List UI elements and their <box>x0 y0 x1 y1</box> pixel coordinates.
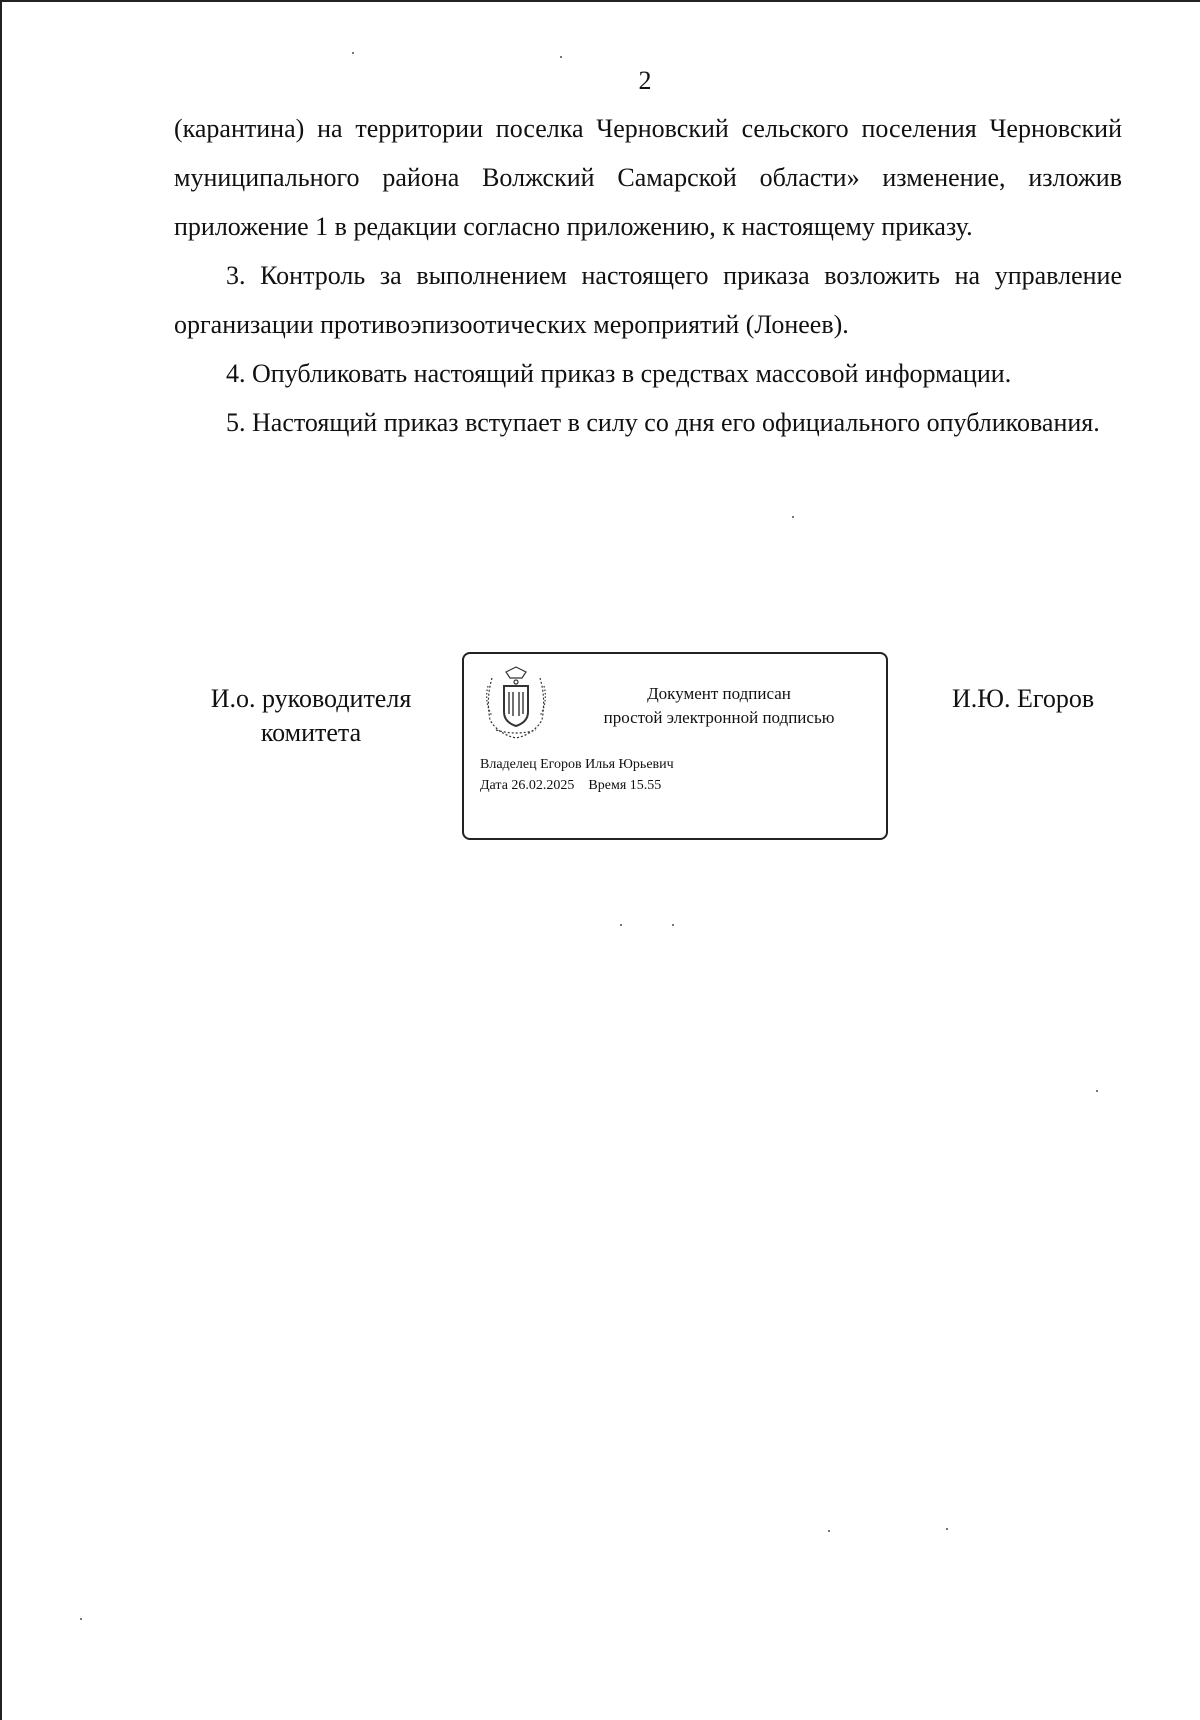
stamp-details <box>480 754 674 796</box>
stamp-date: Дата 26.02.2025 <box>480 778 575 793</box>
signer-role-line-1: И.о. руководителя <box>210 684 412 713</box>
stamp-title <box>560 682 878 730</box>
document-body <box>174 104 1122 447</box>
scan-speck <box>946 1528 948 1530</box>
stamp-owner: Владелец Егоров Илья Юрьевич <box>480 757 674 772</box>
scan-speck <box>352 52 354 54</box>
paragraph-item-3: 3. Контроль за выполнением настоящего приказа возложить на управление организации противоэпизоотических мероприятий (Лонеев). <box>174 261 1122 339</box>
scan-speck <box>828 1530 830 1532</box>
scan-speck <box>620 924 622 926</box>
scan-speck <box>792 516 794 518</box>
scan-speck <box>560 56 562 58</box>
paragraph-item-5: 5. Настоящий приказ вступает в силу со дня его официального опубликования. <box>226 408 1100 437</box>
paragraph-item-4: 4. Опубликовать настоящий приказ в средствах массовой информации. <box>226 359 1012 388</box>
stamp-title-line-1: Документ подписан <box>647 684 791 703</box>
electronic-signature-stamp <box>462 652 888 840</box>
stamp-date-time <box>480 775 674 796</box>
stamp-time: Время 15.55 <box>588 778 662 793</box>
signer-name: И.Ю. Егоров <box>952 684 1095 713</box>
signer-role <box>196 682 426 750</box>
stamp-title-line-2: простой электронной подписью <box>603 708 835 727</box>
page-number: 2 <box>638 66 652 95</box>
coat-of-arms-icon <box>482 664 550 740</box>
scan-speck <box>672 924 674 926</box>
signer-role-line-2: комитета <box>260 718 362 747</box>
scan-speck <box>1096 1090 1098 1092</box>
paragraph-continuation: (карантина) на территории поселка Черновский сельского поселения Черновский муниципального района Волжский Самарской области» изменение, изложив приложение 1 в редакции согласно приложению, к настоящему приказу. <box>174 114 1122 241</box>
scan-speck <box>80 1618 82 1620</box>
